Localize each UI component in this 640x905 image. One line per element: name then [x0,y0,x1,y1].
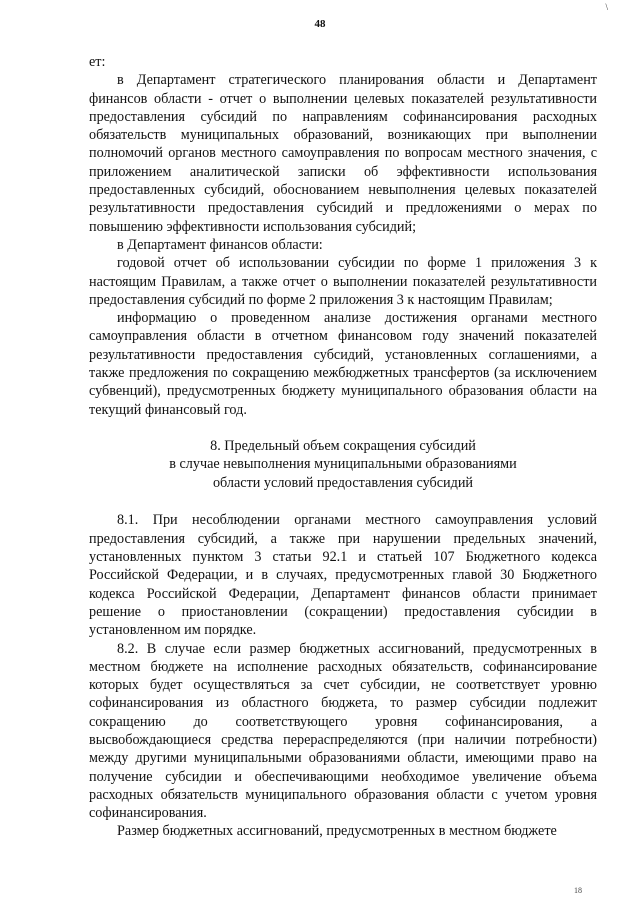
body-text [89,53,597,841]
paragraph: в Департамент стратегического планирования области и Департамент финансов области - отчет о выполнении целевых показателей результативности предоставления субсидий по направлениям софинансирования расходных обязательств муниципальных образований, возникающих при выполнении полномочий органов местного самоуправления по вопросам местного значения, с приложением аналитической записки об эффективности использования предоставленных субсидий, обоснованием невыполнения целевых показателей результативности предоставления субсидий и предложениями о мерах по повышению эффективности использования субсидий; [89,72,597,235]
corner-mark: \ [605,2,608,12]
section-heading [89,437,597,493]
paragraph: информацию о проведенном анализе достижения органами местного самоуправления области в отчетном финансовом году значений показателей результативности предоставления субсидий, установленных соглашениями, а также предложения по сокращению межбюджетных трансфертов (за исключением субвенций), предусмотренных бюджету муниципального образования области на текущий финансовый год. [89,310,597,418]
paragraph: Размер бюджетных ассигнований, предусмотренных в местном бюджете [117,823,557,840]
paragraph-8-1: 8.1. При несоблюдении органами местного самоуправления условий предоставления субсидий, а также при нарушении предельных значений, установленных пунктом 3 статьи 92.1 и статьей 107 Бюджетного кодекса Российской Федерации, и в случаях, предусмотренных главой 30 Бюджетного кодекса Российской Федерации, Департамент финансов области принимает решение о приостановлении (сокращении) предоставления субсидии в установленном им порядке. [89,512,597,639]
section-heading-line: 8. Предельный объем сокращения субсидий [210,437,476,454]
paragraph-continuation: ет: [89,54,106,70]
footer-mark: 18 [574,886,582,895]
paragraph: годовой отчет об использовании субсидии по форме 1 приложения 3 к настоящим Правилам, а также отчет о выполнении показателей результативности предоставления субсидий по форме 2 приложения 3 к настоящим Правилам; [89,255,597,308]
paragraph: в Департамент финансов области: [117,236,323,253]
paragraph-8-2: 8.2. В случае если размер бюджетных ассигнований, предусмотренных в местном бюджете на исполнение расходных обязательств, софинансирование которых будет осуществляться за счет субсидии, не соответствует уровню софинансирования из областного бюджета, то размер субсидии подлежит сокращению до соответствующего уровня софинансирования, а высвобождающиеся средства перераспределяются (при наличии потребности) между другими муниципальными образованиями области, имеющими право на получение субсидии и обеспечивающими необходимое увеличение объема расходных обязательств муниципального образования области с учетом уровня софинансирования. [89,640,597,822]
section-heading-line: области условий предоставления субсидий [212,474,474,491]
page-number: 48 [314,18,326,30]
section-heading-line: в случае невыполнения муниципальными образованиями [169,456,517,473]
